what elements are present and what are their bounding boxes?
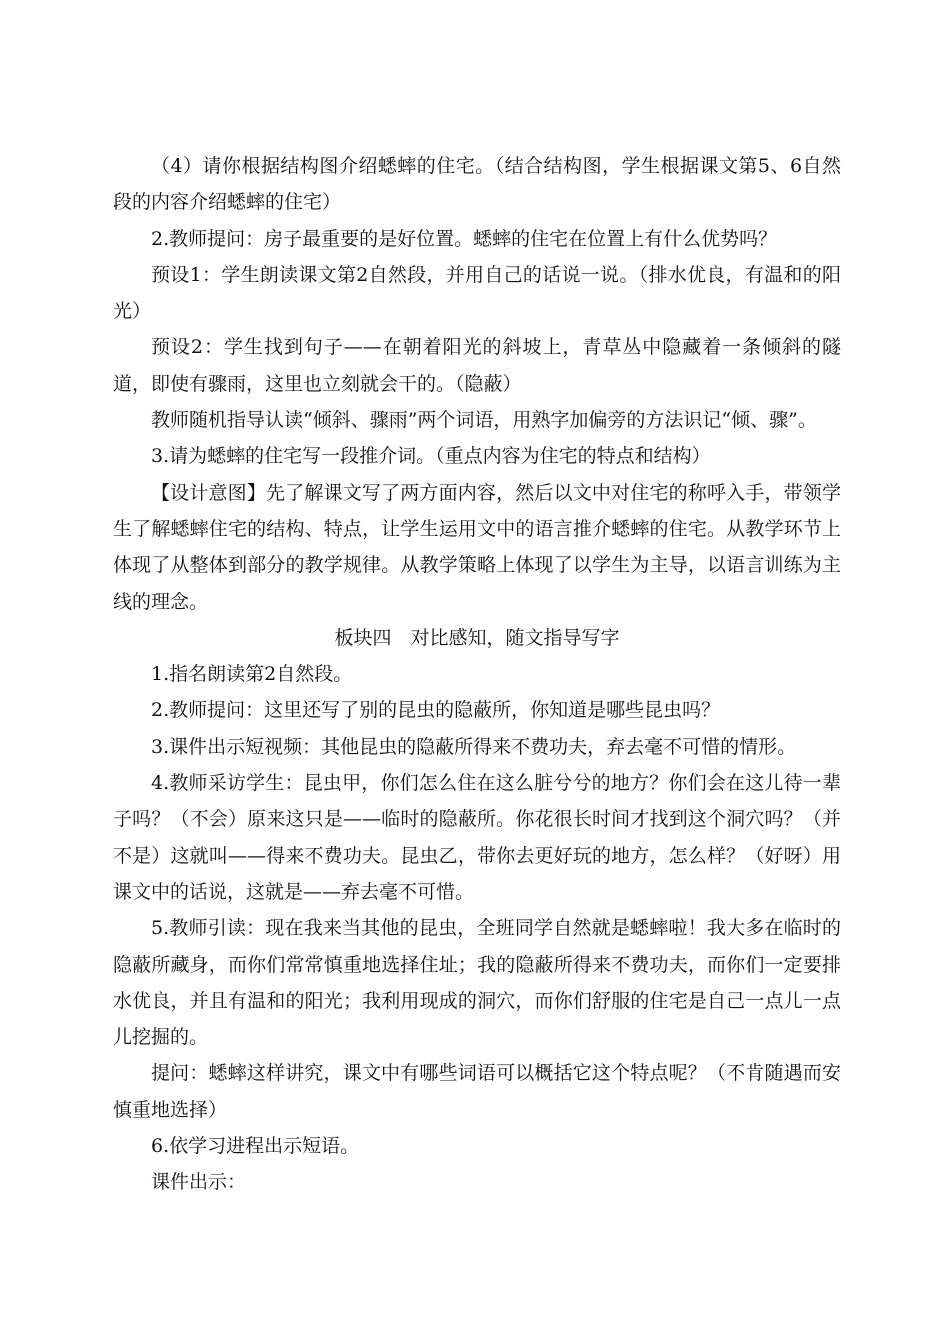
paragraph-step-1: 1.指名朗读第2自然段。 [151, 663, 353, 686]
paragraph-question: 提问：蟋蟀这样讲究，课文中有哪些词语可以概括它这个特点呢？（不肯随遇而安慎重地选择） [113, 1062, 841, 1121]
section-heading: 板块四 对比感知，随文指导写字 [334, 626, 620, 649]
paragraph-step-2: 2.教师提问：这里还写了别的昆虫的隐蔽所，你知道是哪些昆虫吗？ [151, 699, 721, 722]
paragraph-step-6: 6.依学习进程出示短语。 [151, 1135, 360, 1158]
paragraph-courseware: 课件出示： [151, 1171, 247, 1194]
paragraph-preset-1: 预设1：学生朗读课文第2自然段，并用自己的话说一说。（排水优良，有温和的阳光） [113, 263, 841, 323]
paragraph-vocabulary-guidance: 教师随机指导认读“倾斜、骤雨”两个词语，用熟字加偏旁的方法识记“倾、骤”。 [151, 409, 817, 432]
paragraph-step-4: 4.教师采访学生：昆虫甲，你们怎么住在这么脏兮兮的地方？你们会在这儿待一辈子吗？（不会）原来这只是——临时的隐蔽所。你花很长时间才找到这个洞穴吗？（并不是）这就叫——得来不费功夫。昆虫乙，带你去更好玩的地方，怎么样？（好呀）用课文中的话说，这就是——弃去毫不可惜。 [113, 772, 841, 903]
document-body [113, 148, 841, 1201]
paragraph-step-3: 3.课件出示短视频：其他昆虫的隐蔽所得来不费功夫，弃去毫不可惜的情形。 [151, 735, 797, 758]
paragraph-teacher-question-location: 2.教师提问：房子最重要的是好位置。蟋蟀的住宅在位置上有什么优势吗？ [151, 227, 778, 250]
paragraph-design-intent: 【设计意图】先了解课文写了两方面内容，然后以文中对住宅的称呼入手，带领学生了解蟋蟀住宅的结构、特点，让学生运用文中的语言推介蟋蟀的住宅。从教学环节上体现了从整体到部分的教学规律。从教学策略上体现了以学生为主导，以语言训练为主线的理念。 [113, 481, 841, 613]
paragraph-recommendation-task: 3.请为蟋蟀的住宅写一段推介词。（重点内容为住宅的特点和结构） [151, 445, 711, 468]
paragraph-intro-structure: （4）请你根据结构图介绍蟋蟀的住宅。（结合结构图，学生根据课文第5、6自然段的内容介绍蟋蟀的住宅） [113, 155, 841, 214]
paragraph-step-5: 5.教师引读：现在我来当其他的昆虫，全班同学自然就是蟋蟀啦！我大多在临时的隐蔽所藏身，而你们常常慎重地选择住址；我的隐蔽所得来不费功夫，而你们一定要排水优良，并且有温和的阳光；我利用现成的洞穴，而你们舒服的住宅是自己一点儿一点儿挖掘的。 [113, 917, 841, 1049]
paragraph-preset-2: 预设2：学生找到句子——在朝着阳光的斜坡上，青草丛中隐藏着一条倾斜的隧道，即使有骤雨，这里也立刻就会干的。（隐蔽） [113, 336, 841, 395]
